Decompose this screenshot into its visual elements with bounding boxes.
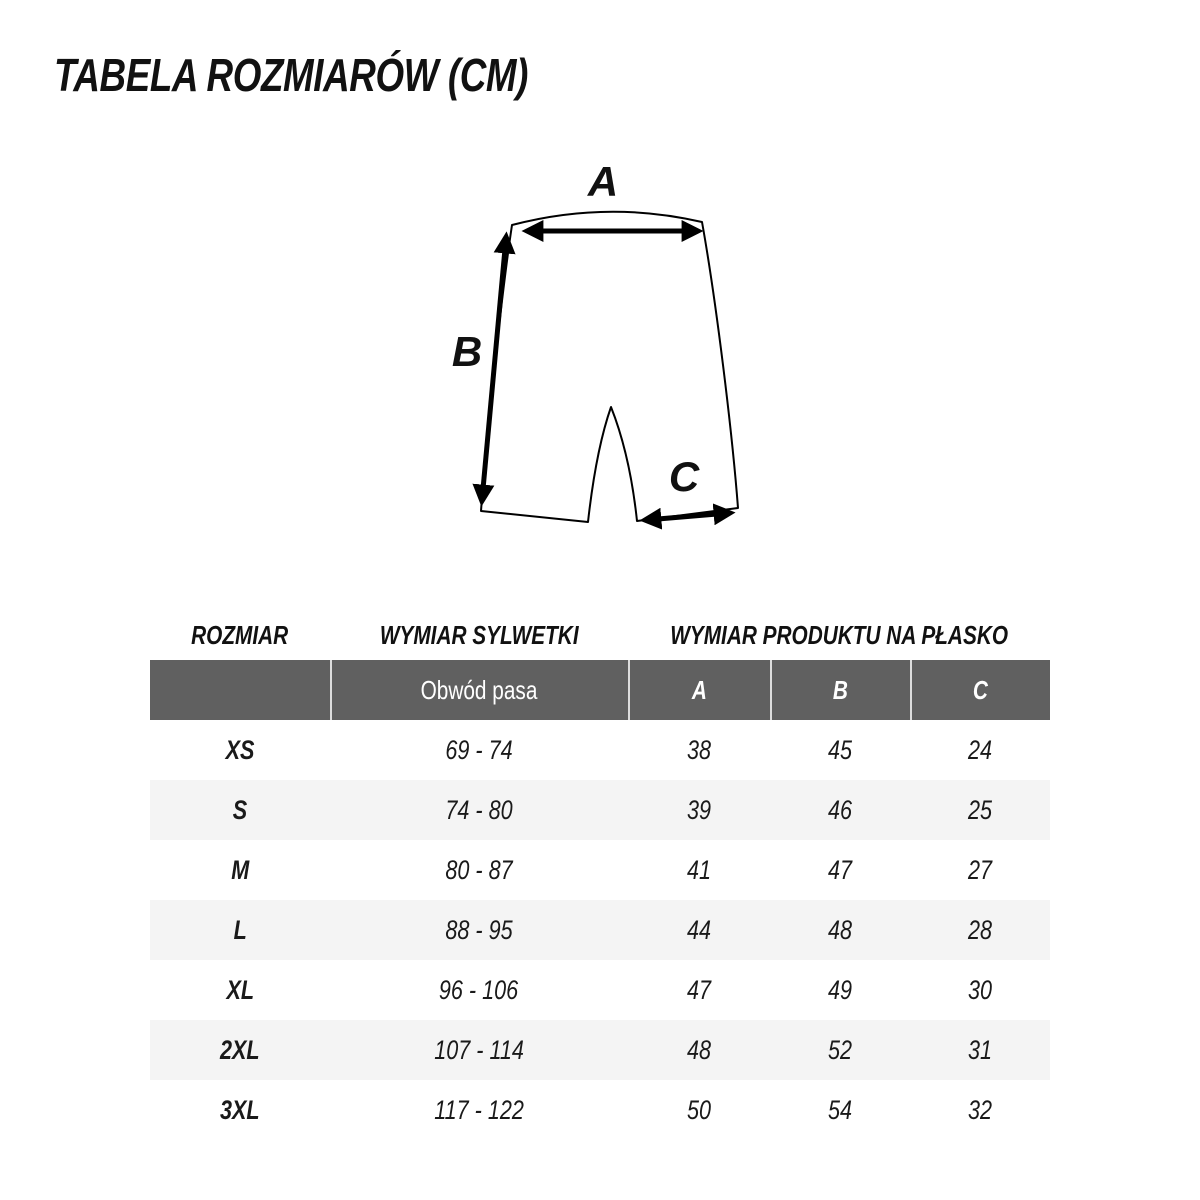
row-xl-c: 30 <box>967 974 993 1005</box>
row-m-waist: 80 - 87 <box>445 854 513 885</box>
row-l-size: L <box>150 900 330 960</box>
row-s-size: S <box>150 780 330 840</box>
measurement-label-a: A <box>587 158 619 205</box>
row-2xl-size: 2XL <box>150 1020 330 1080</box>
section-header-flat-product: WYMIAR PRODUKTU NA PŁASKO <box>670 619 1009 650</box>
row-m-a: 41 <box>686 854 712 885</box>
row-2xl-c: 31 <box>910 1020 1050 1080</box>
row-2xl-waist: 107 - 114 <box>330 1020 628 1080</box>
row-2xl-a: 48 <box>628 1020 770 1080</box>
row-xs-b: 45 <box>827 734 853 765</box>
row-l-a: 44 <box>628 900 770 960</box>
row-3xl-a: 50 <box>686 1094 712 1125</box>
section-header-size: ROZMIAR <box>191 619 289 650</box>
row-xl-a: 47 <box>686 974 712 1005</box>
row-2xl-b: 52 <box>770 1020 910 1080</box>
row-xl-size: XL <box>226 974 254 1005</box>
row-3xl-b: 54 <box>827 1094 853 1125</box>
row-3xl-waist: 117 - 122 <box>434 1094 524 1125</box>
row-3xl-c: 32 <box>967 1094 993 1125</box>
row-xs-c: 24 <box>967 734 993 765</box>
header-b-cell: B <box>770 660 910 720</box>
page-title-text: TABELA ROZMIARÓW (CM) <box>54 49 528 101</box>
header-size-cell <box>150 660 330 720</box>
row-xs-size: XS <box>225 734 255 765</box>
shorts-diagram <box>440 150 760 550</box>
header-a-cell: A <box>628 660 770 720</box>
measurement-label-b: B <box>451 328 483 375</box>
table-section-headers <box>150 610 1050 660</box>
row-xl-b: 49 <box>827 974 853 1005</box>
header-waist-cell: Obwód pasa <box>330 660 628 720</box>
page-title <box>54 49 647 101</box>
section-header-body-measure: WYMIAR SYLWETKI <box>379 619 579 650</box>
row-m-b: 47 <box>827 854 853 885</box>
row-s-a: 39 <box>628 780 770 840</box>
row-xs-a: 38 <box>686 734 712 765</box>
row-l-c: 28 <box>910 900 1050 960</box>
size-table-grid <box>150 660 1050 1140</box>
row-l-waist: 88 - 95 <box>330 900 628 960</box>
row-l-b: 48 <box>770 900 910 960</box>
row-s-waist: 74 - 80 <box>330 780 628 840</box>
row-m-c: 27 <box>967 854 993 885</box>
row-xs-waist: 69 - 74 <box>445 734 513 765</box>
row-xl-waist: 96 - 106 <box>439 974 519 1005</box>
measurement-label-c: C <box>668 453 700 500</box>
row-s-b: 46 <box>770 780 910 840</box>
shorts-outline <box>481 212 738 522</box>
row-m-size: M <box>231 854 249 885</box>
header-c-cell: C <box>910 660 1050 720</box>
row-3xl-size: 3XL <box>220 1094 260 1125</box>
shorts-diagram-svg <box>440 150 760 550</box>
row-s-c: 25 <box>910 780 1050 840</box>
size-table <box>150 610 1050 1140</box>
